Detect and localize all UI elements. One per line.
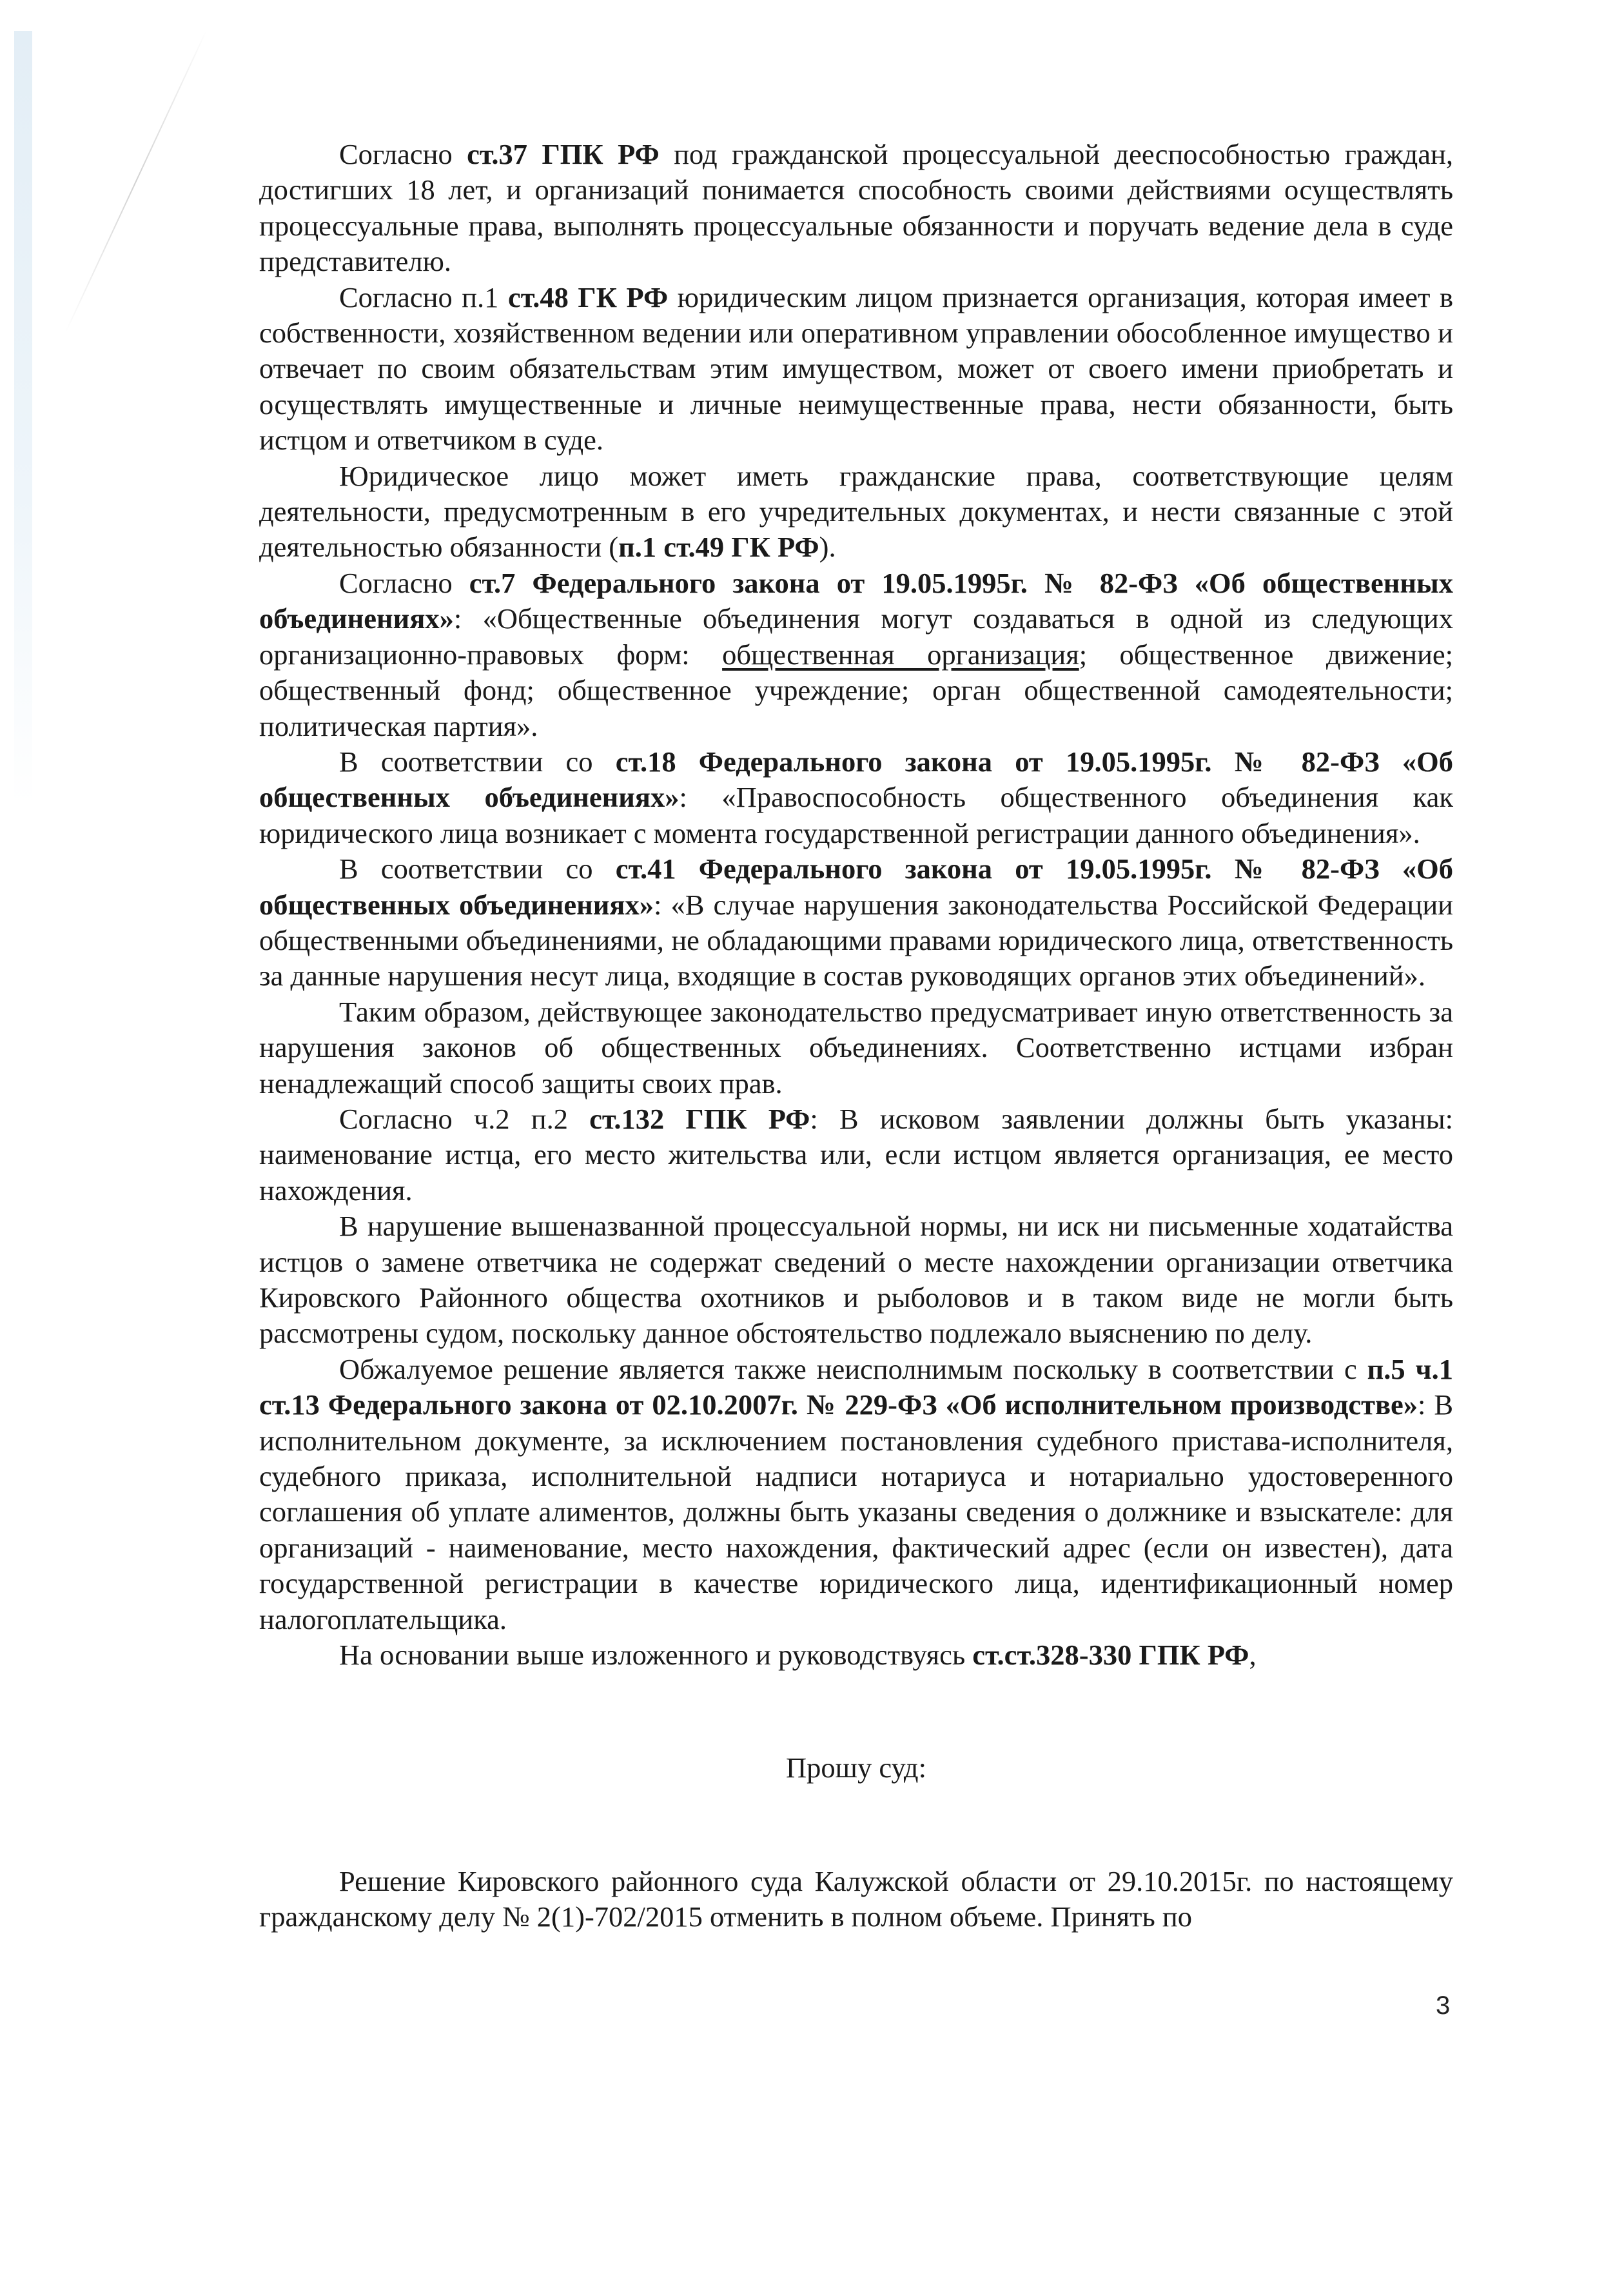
paragraph-text: : В исполнительном документе, за исключением постановления судебного пристава-исполнителя, судебного приказа, исполнительной надписи нотариуса и нотариально удостоверенного соглашения об уплате алиментов, должны быть указаны сведения о должнике и взыскателе: для организаций - наименование, место нахождения, фактический адрес (если он известен), дата государственной регистрации в качестве юридического лица, идентификационный номер налогоплательщика. (259, 1388, 1453, 1635)
paragraph-text: Таким образом, действующее законодательство предусматривает иную ответственность за нарушения законов об общественных объединениях. Соответственно истцами избран ненадлежащий способ защиты своих прав. (259, 995, 1453, 1100)
legal-reference: ст.18 Федерального закона от 19.05.1995г. № 82-ФЗ «Об общественных объединениях» (259, 745, 1453, 814)
paragraph-text: Согласно п.1 (339, 281, 508, 313)
legal-reference: п.5 ч.1 ст.13 Федерального закона от 02.10.2007г. № 229-ФЗ «Об исполнительном производстве» (259, 1352, 1453, 1421)
legal-reference: ст.7 Федерального закона от 19.05.1995г. № 82-ФЗ «Об общественных объединениях» (259, 566, 1454, 635)
paragraph-text: юридическим лицом признается организация, которая имеет в собственности, хозяйственном ведении или оперативном управлении обособленное имущество и отвечает по своим обязательствам этим имуществом, может от своего имени приобретать и осуществлять имущественные и личные неимущественные права, нести обязанности, быть истцом и ответчиком в суде. (259, 281, 1453, 457)
paragraph (259, 994, 1453, 1101)
legal-reference: п.1 ст.49 ГК РФ (618, 531, 819, 564)
legal-reference: ст.48 ГК РФ (507, 281, 669, 313)
paragraph-text: Юридическое лицо может иметь гражданские права, соответствующие целям деятельности, предусмотренным в его учредительных документах, и нести связанные с этой деятельностью обязанности ( (259, 459, 1453, 564)
page-number: 3 (1436, 1991, 1451, 2020)
paragraph-text: На основании выше изложенного и руководствуясь (339, 1639, 973, 1672)
paragraph-text: ; общественное движение; общественный фонд; общественное учреждение; орган общественной самодеятельности; политическая партия». (259, 638, 1453, 742)
legal-reference: ст.37 ГПК РФ (467, 138, 660, 170)
paragraph-text: Согласно (339, 566, 469, 599)
request-heading: Прошу суд: (786, 1751, 926, 1784)
legal-reference: ст.132 ГПК РФ (589, 1102, 810, 1135)
paragraph (259, 1637, 1453, 1673)
paragraph (259, 1352, 1453, 1637)
paragraph-text: : «Правоспособность общественного объединения как юридического лица возникает с момента государственной регистрации данного объединения». (259, 781, 1453, 849)
paragraph-text: : «В случае нарушения законодательства Российской Федерации общественными объединениями, не обладающими правами юридического лица, ответственность за данные нарушения несут лица, входящие в состав руководящих органов этих объединений». (259, 888, 1453, 992)
document-page (259, 137, 1453, 1935)
paragraph-text: , (1249, 1639, 1257, 1672)
body-paragraphs (259, 137, 1453, 1673)
final-paragraph: Решение Кировского районного суда Калужской области от 29.10.2015г. по настоящему гражданскому делу № 2(1)-702/2015 отменить в полном объеме. Принять по (259, 1864, 1453, 1933)
legal-reference: ст.41 Федерального закона от 19.05.1995г. № 82-ФЗ «Об общественных объединениях» (259, 853, 1453, 921)
paragraph-text: Согласно (339, 138, 467, 170)
paragraph-text: под гражданской процессуальной дееспособностью граждан, достигших 18 лет, и организаций понимается способность своими действиями осуществлять процессуальные права, выполнять процессуальные обязанности и поручать ведение дела в суде представителю. (259, 138, 1453, 278)
paragraph (259, 280, 1453, 459)
paragraph (259, 1209, 1453, 1352)
scan-artifact-line (64, 29, 208, 333)
paragraph-text: В соответствии со (339, 853, 616, 885)
paragraph-text: Обжалуемое решение является также неисполнимым поскольку в соответствии с (339, 1352, 1367, 1385)
paragraph-text: : В исковом заявлении должны быть указаны: наименование истца, его место жительства или, если истцом является организация, ее место нахождения. (259, 1102, 1453, 1207)
paragraph (259, 851, 1453, 994)
paragraph (259, 566, 1453, 744)
scan-edge-shadow (14, 31, 32, 805)
paragraph (259, 744, 1453, 851)
paragraph-text: Согласно ч.2 п.2 (339, 1102, 590, 1135)
paragraph (259, 137, 1453, 280)
underlined-text: общественная организация (722, 638, 1079, 671)
paragraph-text: : «Общественные объединения могут создаваться в одной из следующих организационно-правовых форм: (259, 602, 1453, 671)
paragraph (259, 459, 1453, 566)
paragraph-text: В нарушение вышеназванной процессуальной нормы, ни иск ни письменные ходатайства истцов о замене ответчика не содержат сведений о месте нахождении организации ответчика Кировского Районного общества охотников и рыболовов и в таком виде не могли быть рассмотрены судом, поскольку данное обстоятельство подлежало выяснению по делу. (259, 1210, 1453, 1350)
paragraph-text: В соответствии со (339, 745, 616, 778)
paragraph-text: ). (819, 531, 836, 564)
paragraph (259, 1101, 1453, 1209)
legal-reference: ст.ст.328-330 ГПК РФ (972, 1639, 1249, 1672)
